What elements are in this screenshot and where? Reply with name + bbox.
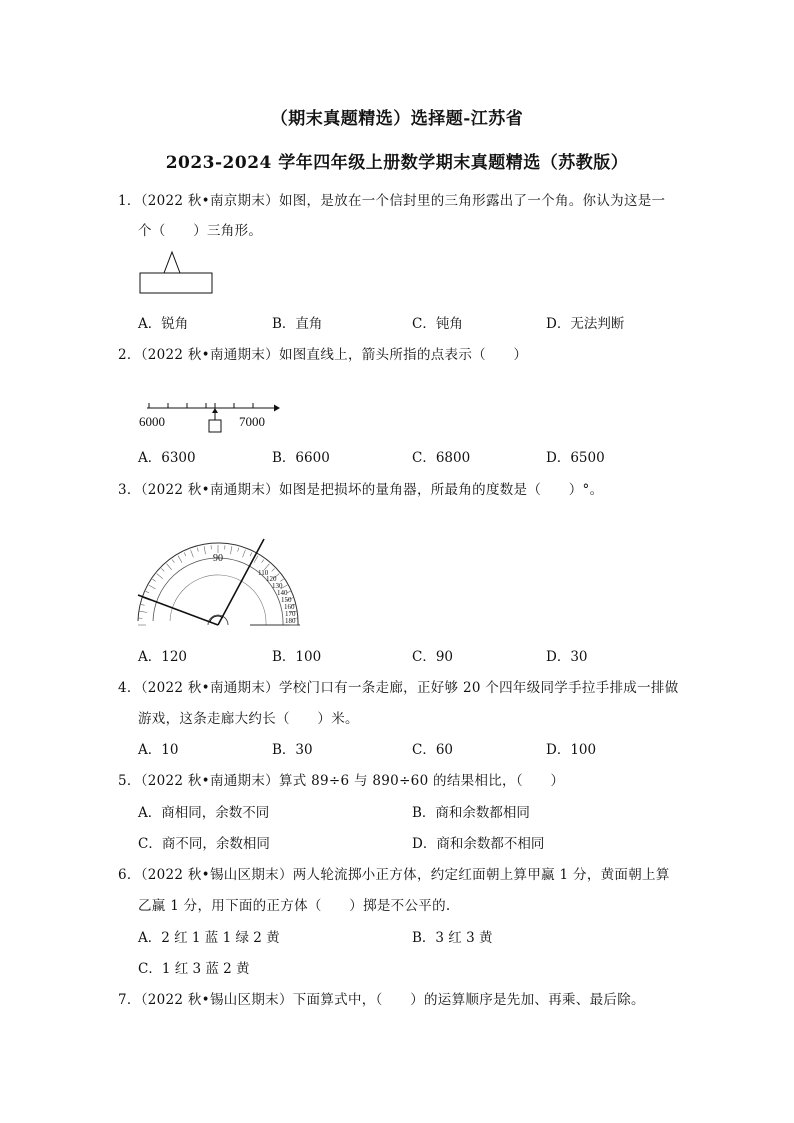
q1-text-line2: 个（ ）三角形。 xyxy=(138,223,263,239)
triangle-corner xyxy=(164,252,180,273)
q3-text-line1: 3．（2022 秋•南通期末）如图是把损坏的量角器，所最角的度数是（ ）°。 xyxy=(118,482,604,498)
q5-option-d[interactable]: D．商和余数都不相同 xyxy=(412,836,545,852)
protractor-tick xyxy=(141,604,145,605)
protractor-tick xyxy=(243,550,246,558)
protractor-scale-labels xyxy=(258,569,296,625)
protractor-tick xyxy=(231,546,232,554)
q2-text-line1: 2．（2022 秋•南通期末）如图直线上，箭头所指的点表示（ ） xyxy=(118,347,528,363)
scale-label: 170 xyxy=(285,610,296,618)
q5-text-line1: 5．（2022 秋•南通期末）算式 89÷6 与 890÷60 的结果相比，（ ） xyxy=(118,773,565,789)
q6-option-c[interactable]: C．1 红 3 蓝 2 黄 xyxy=(138,961,250,977)
q4-option-b[interactable]: B．30 xyxy=(272,742,313,758)
q2-option-b[interactable]: B．6600 xyxy=(272,450,330,466)
q1-text-line1: 1．（2022 秋•南京期末）如图，是放在一个信封里的三角形露出了一个角。你认为这是一 xyxy=(118,193,666,209)
q3-option-b[interactable]: B．100 xyxy=(272,649,322,665)
protractor-tick xyxy=(157,574,163,579)
scale-label: 150 xyxy=(281,596,292,604)
q1-option-a[interactable]: A．锐角 xyxy=(138,316,189,332)
protractor-tick xyxy=(178,556,182,563)
scale-label: 110 xyxy=(258,569,269,577)
doc-title-line1: （期末真题精选）选择题-江苏省 xyxy=(270,109,524,129)
scale-label: 180 xyxy=(285,617,296,625)
protractor-tick xyxy=(197,548,198,552)
q6-option-a[interactable]: A．2 红 1 蓝 1 绿 2 黄 xyxy=(138,930,280,946)
q6-option-b[interactable]: B．3 红 3 黄 xyxy=(412,930,493,946)
q1-option-b[interactable]: B．直角 xyxy=(272,316,323,332)
protractor-tick xyxy=(238,548,239,552)
envelope-rect xyxy=(140,273,212,293)
protractor-inner-arc xyxy=(170,575,266,625)
protractor-tick xyxy=(250,553,252,557)
angle-ray-right xyxy=(218,539,264,625)
protractor-top-label: 90 xyxy=(213,553,223,564)
q4-option-a[interactable]: A．10 xyxy=(138,742,179,758)
q6-text-line2: 乙赢 1 分，用下面的正方体（ ）掷是不公平的. xyxy=(138,898,451,914)
protractor-tick xyxy=(139,611,147,612)
q5-option-b[interactable]: B．商和余数都相同 xyxy=(412,805,530,821)
scale-label: 160 xyxy=(284,603,295,611)
q4-option-d[interactable]: D．100 xyxy=(546,742,597,758)
protractor-tick xyxy=(149,585,156,589)
number-line-ticks xyxy=(149,403,253,408)
q4-text-line1: 4．（2022 秋•南通期末）学校门口有一条走廊，正好够 20 个四年级同学手拉手排成一排做 xyxy=(118,680,679,696)
q4-option-c[interactable]: C．60 xyxy=(412,742,454,758)
number-line-arrowhead xyxy=(274,405,280,412)
q1-option-c[interactable]: C．钝角 xyxy=(412,316,463,332)
number-line-start-label: 6000 xyxy=(139,414,165,429)
q7-text-line1: 7．（2022 秋•锡山区期末）下面算式中，（ ）的运算顺序是先加、再乘、最后除。 xyxy=(118,992,645,1008)
pointer-arrowhead xyxy=(212,408,218,413)
protractor-tick xyxy=(184,553,186,557)
q2-option-d[interactable]: D．6500 xyxy=(546,450,605,466)
answer-box xyxy=(209,420,221,432)
q2-number-line-figure xyxy=(135,398,285,438)
q1-envelope-figure xyxy=(135,248,220,300)
q2-option-a[interactable]: A．6300 xyxy=(138,450,196,466)
q2-option-c[interactable]: C．6800 xyxy=(412,450,471,466)
q3-option-a[interactable]: A．120 xyxy=(138,649,188,665)
protractor-tick xyxy=(204,546,205,554)
scale-label: 120 xyxy=(266,575,277,583)
q3-option-c[interactable]: C．90 xyxy=(412,649,454,665)
scale-label: 130 xyxy=(272,582,283,590)
protractor-tick xyxy=(172,560,174,563)
q4-text-line2: 游戏，这条走廊大约长（ ）米。 xyxy=(138,711,359,727)
doc-title-line2: 2023-2024 学年四年级上册数学期末真题精选（苏教版） xyxy=(165,153,629,173)
protractor-tick xyxy=(262,560,264,563)
q5-option-a[interactable]: A．商相同，余数不同 xyxy=(138,805,270,821)
q3-option-d[interactable]: D．30 xyxy=(546,649,588,665)
protractor-tick xyxy=(153,579,156,581)
protractor-tick xyxy=(161,568,164,571)
q3-protractor-figure xyxy=(130,535,320,635)
q6-text-line1: 6．（2022 秋•锡山区期末）两人轮流掷小正方体，约定红面朝上算甲赢 1 分，黄面朝上算 xyxy=(118,867,670,883)
angle-ray-left xyxy=(138,595,218,625)
number-line-end-label: 7000 xyxy=(239,414,265,429)
protractor-tick xyxy=(167,564,172,570)
scale-label: 140 xyxy=(277,589,288,597)
protractor-tick xyxy=(272,568,275,571)
protractor-tick xyxy=(191,550,194,558)
q1-option-d[interactable]: D．无法判断 xyxy=(546,316,625,332)
protractor-tick xyxy=(146,591,150,593)
q5-option-c[interactable]: C．商不同，余数相同 xyxy=(138,836,270,852)
